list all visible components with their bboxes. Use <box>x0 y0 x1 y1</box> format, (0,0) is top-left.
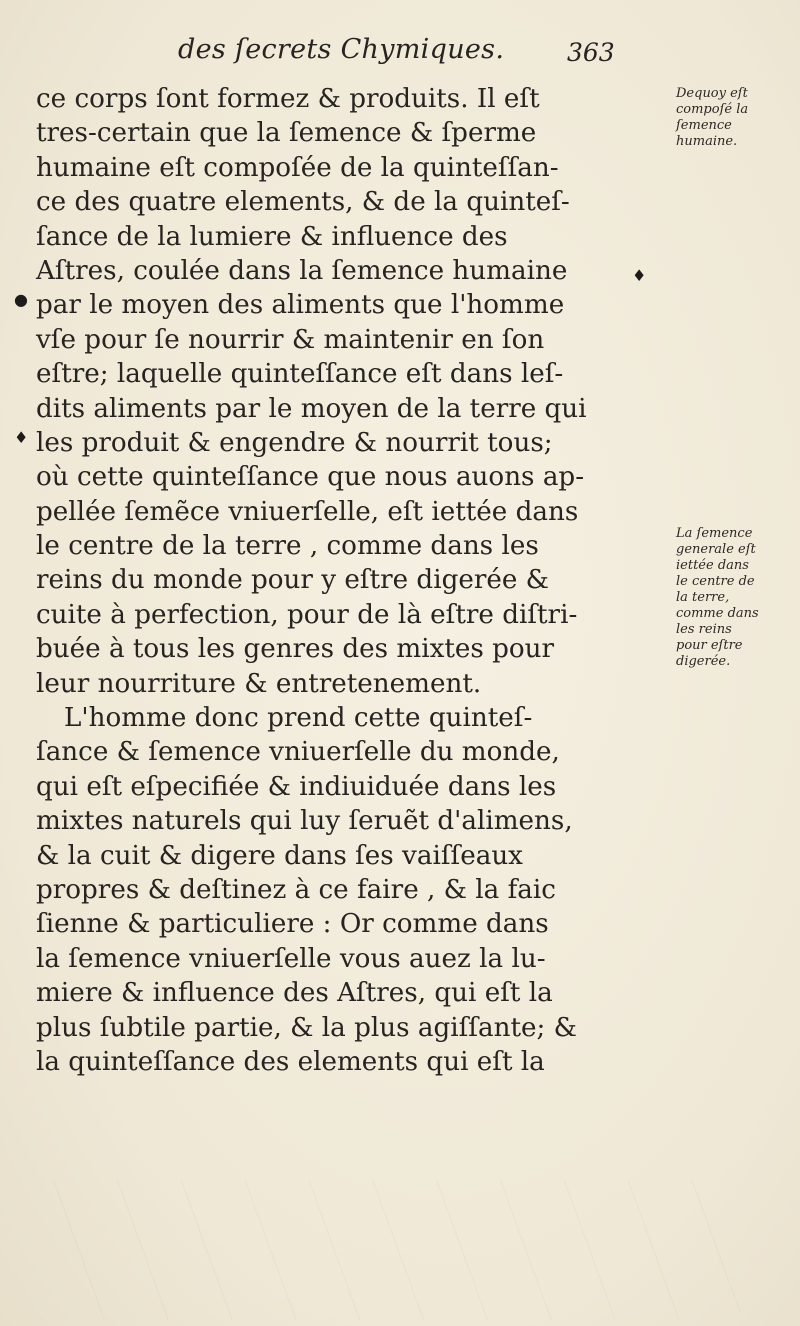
text-line: qui eſt eſpecifiée & indiuiduée dans les <box>36 771 557 802</box>
text-line: le centre de la terre , comme dans les <box>36 531 539 562</box>
text-line: propres & deſtinez à ce faire , & la faic <box>36 874 556 905</box>
text-line: tres-certain que la ſemence & ſperme <box>36 118 537 149</box>
text-line: ſance & ſemence vniuerſelle du monde, <box>36 737 560 768</box>
text-line: les produit & engendre & nourrit tous; <box>36 427 553 458</box>
text-line: la quinteſſance des elements qui eſt la <box>36 1046 545 1077</box>
page-number: 363 <box>567 38 615 67</box>
paper-texture <box>40 1180 740 1320</box>
margin-bullet-mark: ● <box>14 290 28 309</box>
margin-note: Dequoy eſt compoſé la ſemence humaine. <box>676 86 749 149</box>
text-line: dits aliments par le moyen de la terre qui <box>36 393 587 424</box>
text-line: ſance de la lumiere & influence des <box>36 221 508 252</box>
text-line: Aſtres, coulée dans la ſemence humaine <box>36 255 568 286</box>
margin-note: La ſemence generale eſt iettée dans le centre de la terre, comme dans les reins pour eſtre digerée. <box>676 526 759 669</box>
text-line: plus ſubtile partie, & la plus agiſſante; & <box>36 1012 577 1043</box>
text-line: L'homme donc prend cette quinteſ- <box>64 703 533 734</box>
text-line: leur nourriture & entretenement. <box>36 668 482 699</box>
text-line: par le moyen des aliments que l'homme <box>36 290 565 321</box>
text-line: ce des quatre elements, & de la quinteſ- <box>36 187 570 218</box>
text-line: ce corps ſont formez & produits. Il eſt <box>36 84 540 114</box>
margin-bullet-mark: ♦ <box>14 428 29 447</box>
text-line: la ſemence vniuerſelle vous auez la lu- <box>36 943 546 974</box>
body-text <box>36 82 636 1079</box>
text-line: pellée ſemẽce vniuerſelle, eſt iettée dans <box>36 496 579 527</box>
running-title: des ſecrets Chymiques. <box>178 34 505 65</box>
text-line: mixtes naturels qui luy ſeruẽt d'alimens, <box>36 806 573 837</box>
text-line: eſtre; laquelle quinteſſance eſt dans leſ- <box>36 359 564 390</box>
text-line: cuite à perfection, pour de là eſtre diſtri- <box>36 599 578 630</box>
text-line: reins du monde pour y eſtre digerée & <box>36 565 549 596</box>
running-head <box>0 30 800 70</box>
text-line: ſienne & particuliere : Or comme dans <box>36 909 549 940</box>
text-line: où cette quinteſſance que nous auons ap- <box>36 462 585 493</box>
text-line: buée à tous les genres des mixtes pour <box>36 634 555 665</box>
margin-bullet-mark: ♦ <box>632 266 647 285</box>
text-line: vſe pour ſe nourrir & maintenir en ſon <box>36 324 545 355</box>
text-line: & la cuit & digere dans ſes vaiſſeaux <box>36 840 523 871</box>
text-line: miere & influence des Aſtres, qui eſt la <box>36 978 553 1009</box>
text-line: humaine eſt compoſée de la quinteſſan- <box>36 152 559 183</box>
